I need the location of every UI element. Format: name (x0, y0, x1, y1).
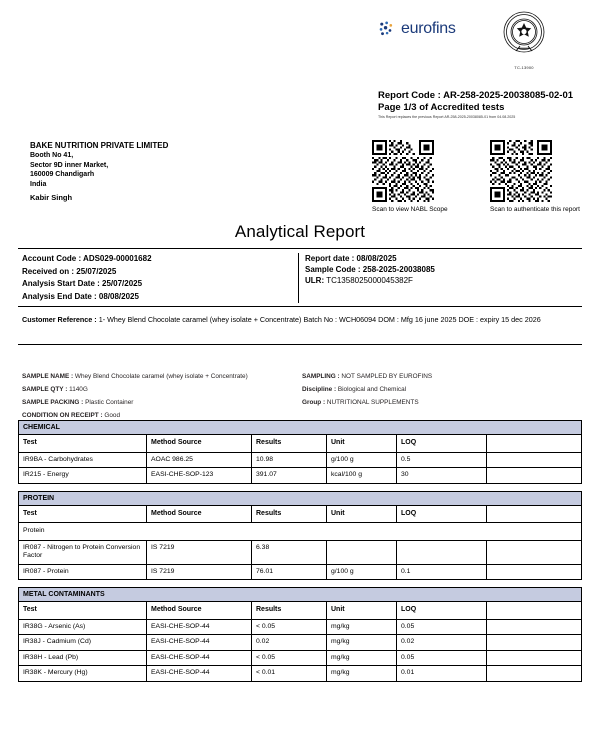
sample-packing: SAMPLE PACKING : Plastic Container (22, 399, 134, 406)
qr-nabl-scope[interactable] (372, 140, 448, 215)
report-replacement-note: This Report replaces the previous Report AR-258-2025-20038085-01 from 04.08.2025 (378, 115, 516, 119)
table-row (19, 540, 582, 564)
table-row (19, 635, 582, 651)
column-header-loq: LOQ (397, 505, 487, 523)
table-row (19, 619, 582, 635)
section-divider (18, 344, 582, 345)
column-header-loq: LOQ (397, 602, 487, 620)
nabl-accreditation-seal (496, 10, 552, 70)
cell-unit (327, 540, 397, 564)
sample-details-left (22, 370, 302, 422)
group: Group : NUTRITIONAL SUPPLEMENTS (302, 399, 419, 406)
sample-qty: SAMPLE QTY : 1140G (22, 386, 88, 393)
section-header-row (19, 588, 582, 602)
cell-spacer (487, 468, 582, 484)
cell-loq (397, 540, 487, 564)
analysis-start-date: Analysis Start Date : 25/07/2025 (22, 279, 143, 288)
column-header-test: Test (19, 602, 147, 620)
cell-unit: g/100 g (327, 452, 397, 468)
seal-code-label: TC-13900 (514, 65, 534, 70)
cell-result: 6.38 (252, 540, 327, 564)
ulr-value: TC1358025000045382F (324, 276, 413, 285)
cell-test: IR9BA - Carbohydrates (19, 452, 147, 468)
analysis-end-date: Analysis End Date : 08/08/2025 (22, 291, 139, 301)
analyte-group-row (19, 523, 582, 541)
cell-loq: 0.02 (397, 635, 487, 651)
ulr-label: ULR: (305, 276, 325, 285)
cell-unit: mg/kg (327, 650, 397, 666)
qr-caption: Scan to view NABL Scope (372, 206, 448, 213)
report-code-block (378, 90, 590, 120)
cell-test: IR38J - Cadmium (Cd) (19, 635, 147, 651)
cell-unit: mg/kg (327, 666, 397, 682)
column-header-spacer (487, 602, 582, 620)
results-table-metal-contaminants (18, 587, 582, 682)
brand-header (18, 0, 582, 78)
column-header-method: Method Source (147, 602, 252, 620)
column-header-loq: LOQ (397, 435, 487, 453)
qr-authenticate-report[interactable] (490, 140, 580, 215)
discipline: Discipline : Biological and Chemical (302, 386, 407, 393)
cell-test: IR215 - Energy (19, 468, 147, 484)
qr-code-image[interactable] (490, 140, 552, 202)
account-code: Account Code : ADS029-00001682 (22, 254, 152, 263)
cell-test: IR087 - Protein (19, 564, 147, 580)
column-header-results: Results (252, 602, 327, 620)
section-name: PROTEIN (19, 491, 582, 505)
column-header-row (19, 505, 582, 523)
results-table-chemical (18, 420, 582, 484)
cell-loq: 30 (397, 468, 487, 484)
cell-test: IR38K - Mercury (Hg) (19, 666, 147, 682)
customer-reference-label: Customer Reference : (22, 315, 99, 324)
cell-unit: mg/kg (327, 635, 397, 651)
cell-method: IS 7219 (147, 540, 252, 564)
customer-address-block (30, 140, 280, 204)
sample-details (22, 370, 588, 422)
column-header-row (19, 602, 582, 620)
cell-result: 76.01 (252, 564, 327, 580)
address-line: 160009 Chandigarh (30, 171, 95, 178)
table-row (19, 650, 582, 666)
cell-loq: 0.5 (397, 452, 487, 468)
table-row (19, 468, 582, 484)
cell-spacer (487, 635, 582, 651)
eurofins-wordmark: eurofins (401, 20, 456, 37)
cell-test: IR38G - Arsenic (As) (19, 619, 147, 635)
report-info-right (298, 253, 582, 303)
column-header-row (19, 435, 582, 453)
cell-spacer (487, 452, 582, 468)
received-on-date: Received on : 25/07/2025 (22, 266, 117, 276)
column-header-results: Results (252, 505, 327, 523)
page-title: Analytical Report (234, 222, 366, 241)
sample-details-right (302, 370, 588, 422)
ulr-number (305, 275, 582, 286)
column-header-test: Test (19, 505, 147, 523)
analyte-group-name: Protein (19, 523, 582, 541)
section-header-row (19, 421, 582, 435)
report-code: Report Code : AR-258-2025-20038085-02-01 (378, 90, 574, 101)
eurofins-mark-icon (378, 20, 396, 38)
table-row (19, 564, 582, 580)
column-header-method: Method Source (147, 435, 252, 453)
eurofins-logo (378, 20, 456, 38)
section-name: CHEMICAL (19, 421, 582, 435)
column-header-unit: Unit (327, 505, 397, 523)
sampling-info: SAMPLING : NOT SAMPLED BY EUROFINS (302, 373, 433, 380)
report-info-box (18, 248, 582, 307)
table-spacer (18, 580, 582, 587)
condition-on-receipt: CONDITION ON RECEIPT : Good (22, 412, 121, 419)
sample-name: SAMPLE NAME : Whey Blend Chocolate caramel (whey isolate + Concentrate) (22, 373, 248, 380)
section-name: METAL CONTAMINANTS (19, 588, 582, 602)
cell-spacer (487, 650, 582, 666)
address-line: Booth No 41, (30, 152, 74, 159)
qr-caption: Scan to authenticate this report (490, 206, 580, 213)
column-header-results: Results (252, 435, 327, 453)
cell-method: EASI-CHE-SOP-44 (147, 635, 252, 651)
cell-unit: kcal/100 g (327, 468, 397, 484)
address-line: India (30, 180, 47, 188)
cell-loq: 0.1 (397, 564, 487, 580)
customer-reference-value: 1- Whey Blend Chocolate caramel (whey isolate + Concentrate) Batch No : WCH06094 DOM : Mfg 16 june 2025 DOE : expiry 15 dec 2026 (98, 315, 541, 324)
cell-method: AOAC 986.25 (147, 452, 252, 468)
cell-spacer (487, 666, 582, 682)
column-header-test: Test (19, 435, 147, 453)
column-header-unit: Unit (327, 602, 397, 620)
cell-result: 0.02 (252, 635, 327, 651)
table-row (19, 666, 582, 682)
cell-result: < 0.05 (252, 619, 327, 635)
cell-method: EASI-CHE-SOP-44 (147, 619, 252, 635)
customer-name: BAKE NUTRITION PRIVATE LIMITED (30, 141, 169, 150)
cell-unit: mg/kg (327, 619, 397, 635)
section-header-row (19, 491, 582, 505)
report-date: Report date : 08/08/2025 (305, 254, 397, 263)
table-row (19, 452, 582, 468)
cell-spacer (487, 564, 582, 580)
cell-spacer (487, 619, 582, 635)
cell-test: IR38H - Lead (Pb) (19, 650, 147, 666)
cell-method: EASI-CHE-SOP-44 (147, 666, 252, 682)
results-tables (18, 420, 582, 682)
column-header-spacer (487, 505, 582, 523)
results-table-protein (18, 491, 582, 581)
cell-method: IS 7219 (147, 564, 252, 580)
cell-test: IR087 - Nitrogen to Protein Conversion Factor (19, 540, 147, 564)
sample-code: Sample Code : 258-2025-20038085 (305, 265, 435, 274)
column-header-spacer (487, 435, 582, 453)
column-header-unit: Unit (327, 435, 397, 453)
customer-reference (22, 314, 582, 325)
cell-loq: 0.05 (397, 619, 487, 635)
cell-result: < 0.01 (252, 666, 327, 682)
cell-result: 391.07 (252, 468, 327, 484)
cell-result: < 0.05 (252, 650, 327, 666)
cell-spacer (487, 540, 582, 564)
page-count-label: Page 1/3 of Accredited tests (378, 102, 505, 113)
customer-contact-person: Kabir Singh (30, 193, 73, 202)
cell-loq: 0.01 (397, 666, 487, 682)
cell-loq: 0.05 (397, 650, 487, 666)
cell-result: 10.98 (252, 452, 327, 468)
address-line: Sector 9D inner Market, (30, 161, 109, 169)
column-header-method: Method Source (147, 505, 252, 523)
cell-method: EASI-CHE-SOP-123 (147, 468, 252, 484)
table-spacer (18, 484, 582, 491)
cell-unit: g/100 g (327, 564, 397, 580)
qr-code-image[interactable] (372, 140, 434, 202)
report-info-left (18, 253, 298, 303)
cell-method: EASI-CHE-SOP-44 (147, 650, 252, 666)
